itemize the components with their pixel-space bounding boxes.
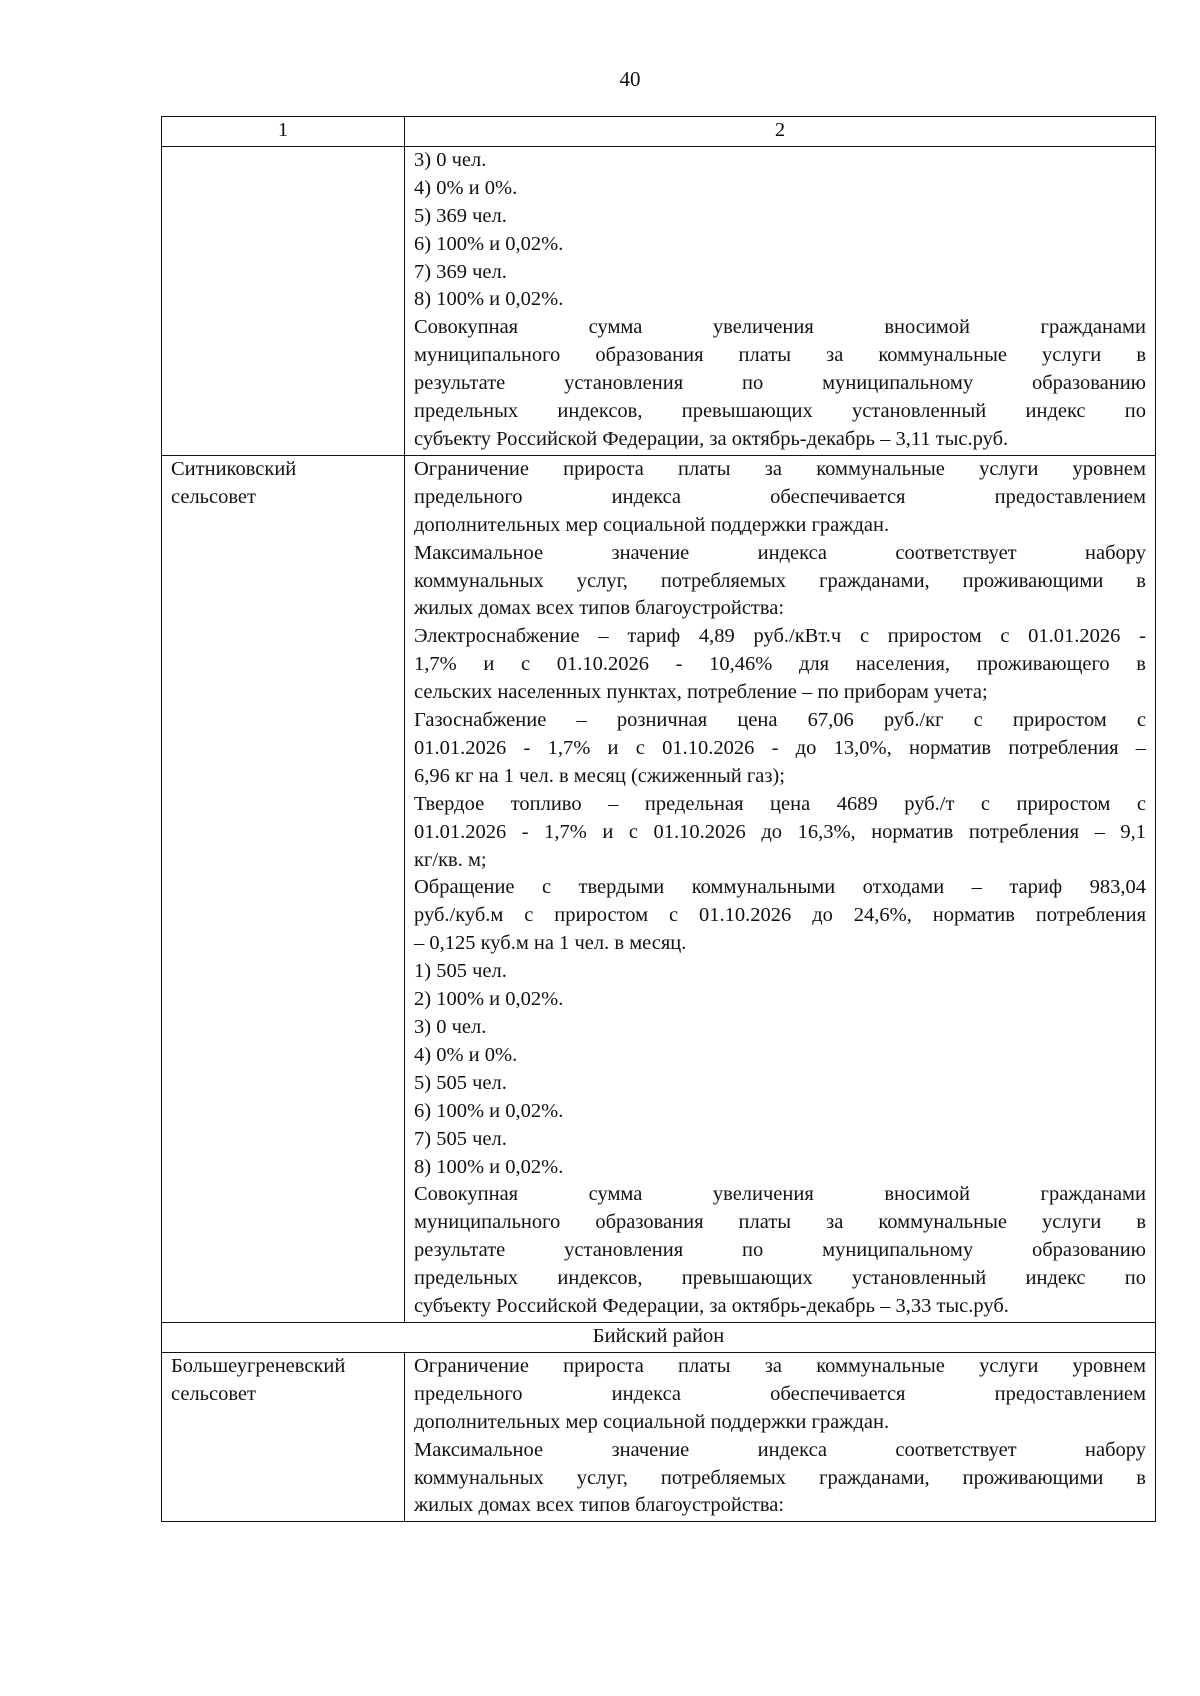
list-item: 4) 0% и 0%. — [414, 1043, 518, 1066]
list-item: 7) 505 чел. — [414, 1127, 507, 1150]
list-item: 4) 0% и 0%. — [414, 176, 518, 199]
gas-line: Газоснабжение – розничная цена 67,06 руб./кг с приростом с — [414, 709, 1146, 732]
summary-line: муниципального образования платы за коммунальные услуги в — [414, 1211, 1146, 1234]
max-index-line: коммунальных услуг, потребляемых гражданами, проживающими в — [414, 569, 1146, 592]
electricity-line: Электроснабжение – тариф 4,89 руб./кВт.ч с приростом с 01.01.2026 - — [414, 625, 1146, 648]
summary-line: субъекту Российской Федерации, за октябрь-декабрь – 3,11 тыс.руб. — [414, 427, 1009, 450]
solid-fuel-line: Твердое топливо – предельная цена 4689 руб./т с приростом с — [414, 792, 1146, 815]
intro-line: предельного индекса обеспечивается предоставлением — [414, 1382, 1146, 1405]
summary-line: муниципального образования платы за коммунальные услуги в — [414, 344, 1146, 367]
intro-line: дополнительных мер социальной поддержки граждан. — [414, 1410, 890, 1433]
list-item: 1) 505 чел. — [414, 960, 507, 983]
summary-line: предельных индексов, превышающих установленный индекс по — [414, 400, 1146, 423]
max-index-line: Максимальное значение индекса соответствует набору — [414, 541, 1146, 564]
intro-line: предельного индекса обеспечивается предоставлением — [414, 485, 1146, 508]
table-row — [162, 455, 1156, 1322]
summary-line: результате установления по муниципальному образованию — [414, 372, 1146, 395]
summary-line: Совокупная сумма увеличения вносимой гражданами — [414, 316, 1146, 339]
list-item: 3) 0 чел. — [414, 148, 487, 171]
municipality-type: сельсовет — [171, 1382, 256, 1405]
list-item: 6) 100% и 0,02%. — [414, 1099, 564, 1122]
intro-line: дополнительных мер социальной поддержки граждан. — [414, 513, 890, 536]
waste-line: Обращение с твердыми коммунальными отходами – тариф 983,04 — [414, 876, 1146, 899]
table-row — [162, 1352, 1156, 1521]
description-cell — [405, 146, 1156, 455]
municipality-name-cell — [162, 1352, 405, 1521]
document-table — [161, 116, 1156, 1522]
max-index-line: коммунальных услуг, потребляемых гражданами, проживающими в — [414, 1466, 1146, 1489]
electricity-line: 1,7% и с 01.10.2026 - 10,46% для населения, проживающего в — [414, 653, 1146, 676]
summary-line: Совокупная сумма увеличения вносимой гражданами — [414, 1183, 1146, 1206]
municipality-name-cell — [162, 146, 405, 455]
list-item: 2) 100% и 0,02%. — [414, 988, 564, 1011]
electricity-line: сельских населенных пунктах, потребление – по приборам учета; — [414, 681, 988, 704]
summary-line: результате установления по муниципальному образованию — [414, 1239, 1146, 1262]
solid-fuel-line: кг/кв. м; — [414, 848, 487, 871]
header-col-1: 1 — [162, 117, 405, 147]
list-item: 5) 505 чел. — [414, 1071, 507, 1094]
description-cell — [405, 455, 1156, 1322]
solid-fuel-line: 01.01.2026 - 1,7% и с 01.10.2026 до 16,3%, норматив потребления – 9,1 — [414, 820, 1146, 843]
gas-line: 6,96 кг на 1 чел. в месяц (сжиженный газ); — [414, 764, 785, 787]
gas-line: 01.01.2026 - 1,7% и с 01.10.2026 - до 13,0%, норматив потребления – — [414, 736, 1146, 759]
intro-line: Ограничение прироста платы за коммунальные услуги уровнем — [414, 457, 1146, 480]
region-title: Бийский район — [162, 1322, 1156, 1352]
description-cell — [405, 1352, 1156, 1521]
municipality-type: сельсовет — [171, 485, 256, 508]
list-item: 6) 100% и 0,02%. — [414, 232, 564, 255]
list-item: 5) 369 чел. — [414, 204, 507, 227]
municipality-name: Большеугреневский — [171, 1354, 346, 1377]
summary-line: предельных индексов, превышающих установленный индекс по — [414, 1267, 1146, 1290]
table-row — [162, 146, 1156, 455]
municipality-name: Ситниковский — [171, 457, 297, 480]
municipality-name-cell — [162, 455, 405, 1322]
waste-line: – 0,125 куб.м на 1 чел. в месяц. — [414, 932, 687, 955]
header-col-2: 2 — [405, 117, 1156, 147]
table-header-row — [162, 117, 1156, 147]
summary-line: субъекту Российской Федерации, за октябрь-декабрь – 3,33 тыс.руб. — [414, 1295, 1009, 1318]
list-item: 8) 100% и 0,02%. — [414, 288, 564, 311]
max-index-line: жилых домах всех типов благоустройства: — [414, 597, 785, 620]
region-row — [162, 1322, 1156, 1352]
page-number: 40 — [619, 67, 641, 91]
list-item: 3) 0 чел. — [414, 1016, 487, 1038]
waste-line: руб./куб.м с приростом с 01.10.2026 до 24,6%, норматив потребления — [414, 904, 1146, 927]
list-item: 7) 369 чел. — [414, 260, 507, 283]
list-item: 8) 100% и 0,02%. — [414, 1155, 564, 1178]
intro-line: Ограничение прироста платы за коммунальные услуги уровнем — [414, 1354, 1146, 1377]
max-index-line: Максимальное значение индекса соответствует набору — [414, 1438, 1146, 1461]
max-index-line: жилых домах всех типов благоустройства: — [414, 1494, 785, 1517]
